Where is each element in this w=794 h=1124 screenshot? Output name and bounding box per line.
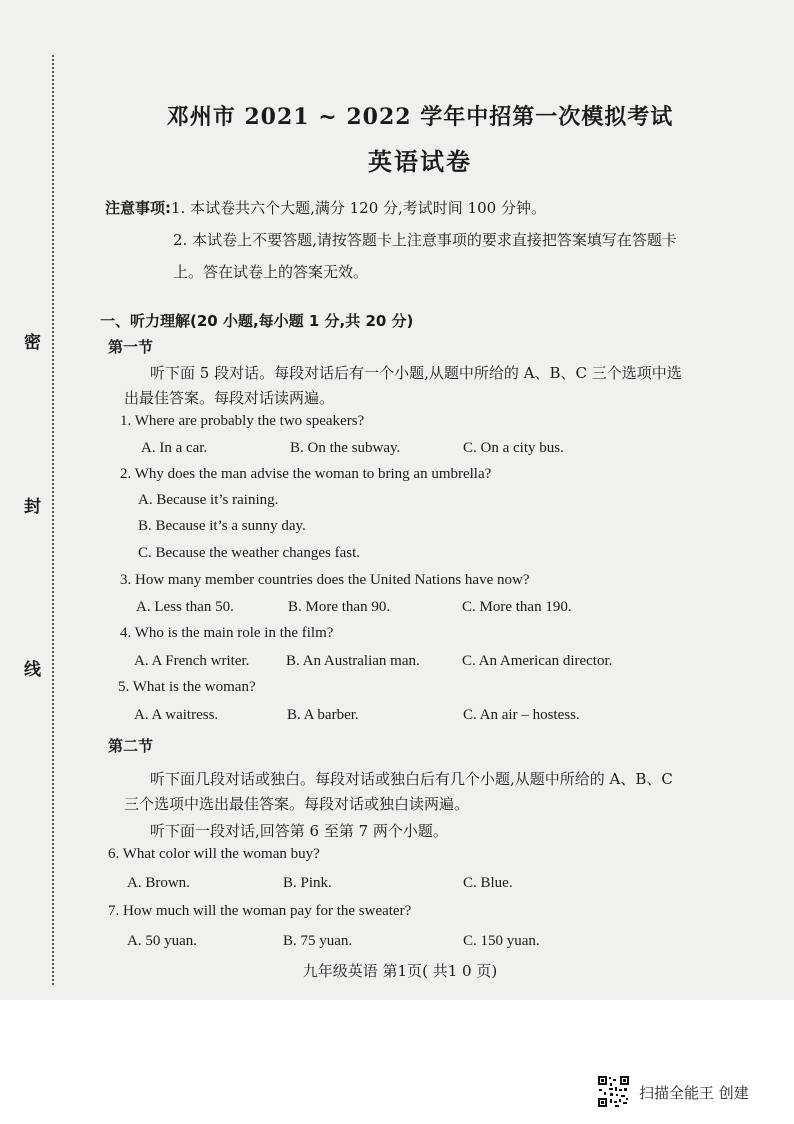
binding-line (52, 55, 54, 985)
option-c: C. An air – hostess. (463, 707, 580, 723)
option-a: A. Because it’s raining. (138, 492, 279, 508)
option-c: C. An American director. (462, 653, 613, 669)
option-b: B. More than 90. (288, 599, 391, 615)
option-c: C. 150 yuan. (463, 933, 540, 949)
option-a: A. Brown. (127, 875, 190, 891)
option-c: C. Because the weather changes fast. (138, 545, 360, 561)
question-5: 5. What is the woman? (118, 679, 256, 695)
part2-subinstruction: 听下面一段对话,回答第 6 至第 7 两个小题。 (150, 822, 448, 840)
option-b: B. Because it’s a sunny day. (138, 518, 306, 534)
option-c: C. Blue. (463, 875, 513, 891)
option-b: B. A barber. (287, 707, 359, 723)
seal-char-mi: 密 (24, 333, 41, 353)
notice-block (105, 192, 705, 288)
part2-instructions-a: 听下面几段对话或独白。每段对话或独白后有几个小题,从题中所给的 A、B、C (150, 770, 673, 788)
notice-item-2-cont: 上。答在试卷上的答案无效。 (173, 263, 369, 281)
exam-subtitle: 英语试卷 (368, 147, 472, 176)
section-heading: 一、听力理解(20 小题,每小题 1 分,共 20 分) (100, 312, 414, 330)
option-a: A. A French writer. (134, 653, 250, 669)
question-6: 6. What color will the woman buy? (108, 846, 320, 862)
part2-heading: 第二节 (108, 737, 154, 755)
question-4: 4. Who is the main role in the film? (120, 625, 334, 641)
scanner-watermark: 扫描全能王 创建 (639, 1084, 749, 1102)
part1-instructions-a: 听下面 5 段对话。每段对话后有一个小题,从题中所给的 A、B、C 三个选项中选 (150, 364, 682, 382)
exam-title: 邓州市 2021 ~ 2022 学年中招第一次模拟考试 (166, 104, 674, 130)
part2-instructions-b: 三个选项中选出最佳答案。每段对话或独白读两遍。 (124, 795, 470, 813)
question-1: 1. Where are probably the two speakers? (120, 413, 365, 429)
question-7: 7. How much will the woman pay for the sweater? (108, 903, 412, 919)
part1-heading: 第一节 (108, 338, 154, 356)
option-b: B. Pink. (283, 875, 332, 891)
option-a: A. A waitress. (134, 707, 219, 723)
qr-code-icon (597, 1075, 630, 1108)
option-c: C. More than 190. (462, 599, 572, 615)
question-2: 2. Why does the man advise the woman to bring an umbrella? (120, 466, 492, 482)
notice-item-1: 1. 本试卷共六个大题,满分 120 分,考试时间 100 分钟。 (171, 199, 546, 217)
option-b: B. An Australian man. (286, 653, 420, 669)
option-b: B. On the subway. (290, 440, 401, 456)
option-a: A. In a car. (141, 440, 208, 456)
seal-char-xian: 线 (24, 660, 41, 680)
option-c: C. On a city bus. (463, 440, 564, 456)
question-3: 3. How many member countries does the United Nations have now? (120, 572, 530, 588)
notice-label: 注意事项: (105, 199, 171, 217)
seal-char-feng: 封 (24, 497, 41, 517)
option-b: B. 75 yuan. (283, 933, 353, 949)
page-footer: 九年级英语 第1页( 共1 0 页) (302, 962, 498, 980)
part1-instructions-b: 出最佳答案。每段对话读两遍。 (124, 389, 335, 407)
option-a: A. Less than 50. (136, 599, 234, 615)
notice-item-2: 2. 本试卷上不要答题,请按答题卡上注意事项的要求直接把答案填写在答题卡 (173, 231, 677, 249)
option-a: A. 50 yuan. (127, 933, 197, 949)
